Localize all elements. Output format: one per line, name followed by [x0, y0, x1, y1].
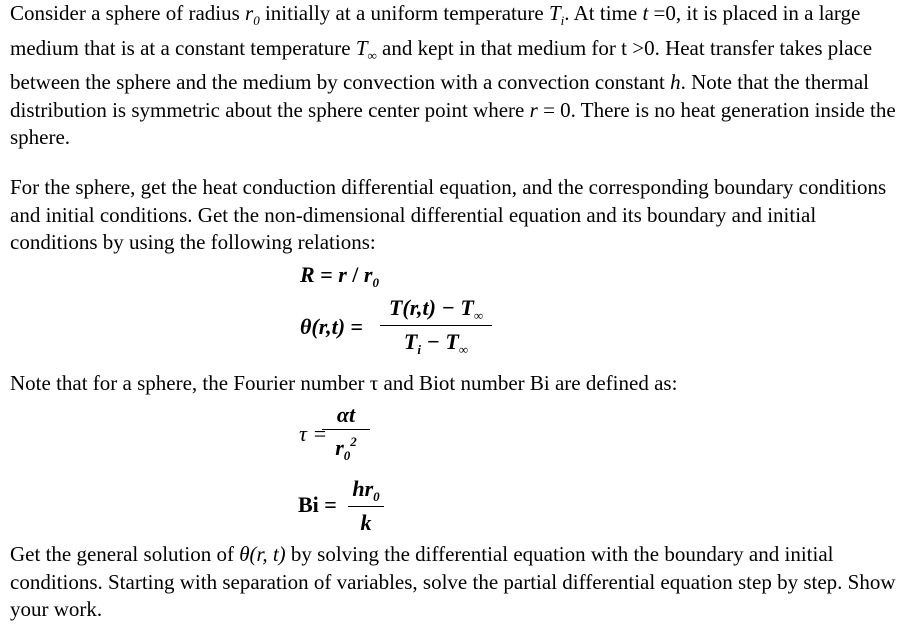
math-text: T(r,t) − T: [388, 295, 474, 320]
text-run: . Note that the thermal distribution is symmetric about the sphere center point where: [10, 70, 869, 122]
fraction-numerator: [348, 478, 384, 503]
fraction-numerator: αt: [336, 402, 356, 427]
math-operator: =: [314, 262, 339, 287]
math-text: T: [403, 329, 418, 354]
equation-tau-fraction: [322, 404, 370, 462]
symbol-t: t: [642, 1, 649, 25]
math-symbol: R: [300, 262, 315, 287]
fraction-denominator: k: [360, 510, 372, 535]
math-operator: =: [345, 314, 364, 339]
symbol-letter: T: [355, 35, 368, 60]
symbol-Ti: [548, 1, 565, 28]
subscript: i: [560, 13, 565, 28]
task-paragraph: [10, 541, 905, 624]
text-run: = 0. There is no heat generation inside the sphere.: [10, 97, 896, 149]
math-symbol: hr: [352, 476, 374, 501]
text-run: and kept in that medium for t >0. Heat transfer takes place between the sphere and the medium by convection with a convection constant: [10, 35, 873, 94]
symbol-letter: T: [548, 1, 561, 25]
symbol-letter: r: [245, 1, 254, 25]
equation-bi-lhs: Bi =: [298, 492, 337, 517]
equation-bi-fraction: [348, 478, 384, 534]
equation-theta-lhs: [300, 316, 363, 338]
equation-theta-fraction: [380, 297, 492, 356]
fraction-denominator: [380, 331, 492, 356]
symbol-r0: [245, 1, 260, 28]
definitions-intro-paragraph: Note that for a sphere, the Fourier number τ and Biot number Bi are defined as:: [10, 371, 678, 395]
equation-R: [300, 264, 379, 289]
fraction-numerator: [380, 297, 492, 322]
symbol-Tinf: [355, 35, 377, 63]
subscript: ∞: [458, 342, 469, 357]
symbol-theta: θ(r, t): [239, 542, 286, 566]
subscript: 0: [373, 489, 380, 504]
superscript: 2: [350, 434, 357, 449]
symbol-h: h: [670, 70, 681, 94]
instructions-paragraph: For the sphere, get the heat conduction differential equation, and the corresponding boundary conditions and initial conditions. Get the non-dimensional differential equation and its boundary and initial conditions by using the following relations:: [10, 175, 887, 254]
math-symbol: r: [338, 262, 347, 287]
equation-tau-lhs: τ =: [299, 421, 328, 446]
symbol-r: r: [529, 97, 538, 122]
fraction-denominator: [322, 435, 370, 462]
text-run: . At time: [564, 1, 643, 25]
math-operator: /: [346, 262, 364, 287]
subscript: 0: [343, 448, 351, 463]
subscript: ∞: [367, 47, 377, 63]
math-symbol: θ(r,t): [300, 314, 346, 339]
text-run: by solving the differential equation with the boundary and initial conditions. Starting with separation of variables, solve the partial differential equation step by step. Show your work.: [10, 542, 896, 621]
text-run: Get the general solution of: [10, 542, 240, 566]
fraction-bar: [322, 429, 370, 430]
fraction-bar: [380, 325, 492, 326]
math-text: − T: [421, 329, 459, 354]
text-run: =0, it is placed in a large medium that is at a constant temperature: [10, 1, 861, 60]
text-run: Consider a sphere of radius: [10, 1, 246, 25]
subscript: ∞: [473, 308, 484, 323]
fraction-bar: [348, 506, 384, 507]
math-symbol: r: [335, 435, 344, 460]
subscript: 0: [253, 13, 260, 28]
subscript: i: [417, 342, 421, 357]
problem-statement-paragraph: [10, 0, 905, 152]
subscript: 0: [372, 275, 379, 290]
text-run: initially at a uniform temperature: [259, 1, 549, 25]
math-symbol: r: [363, 262, 373, 287]
